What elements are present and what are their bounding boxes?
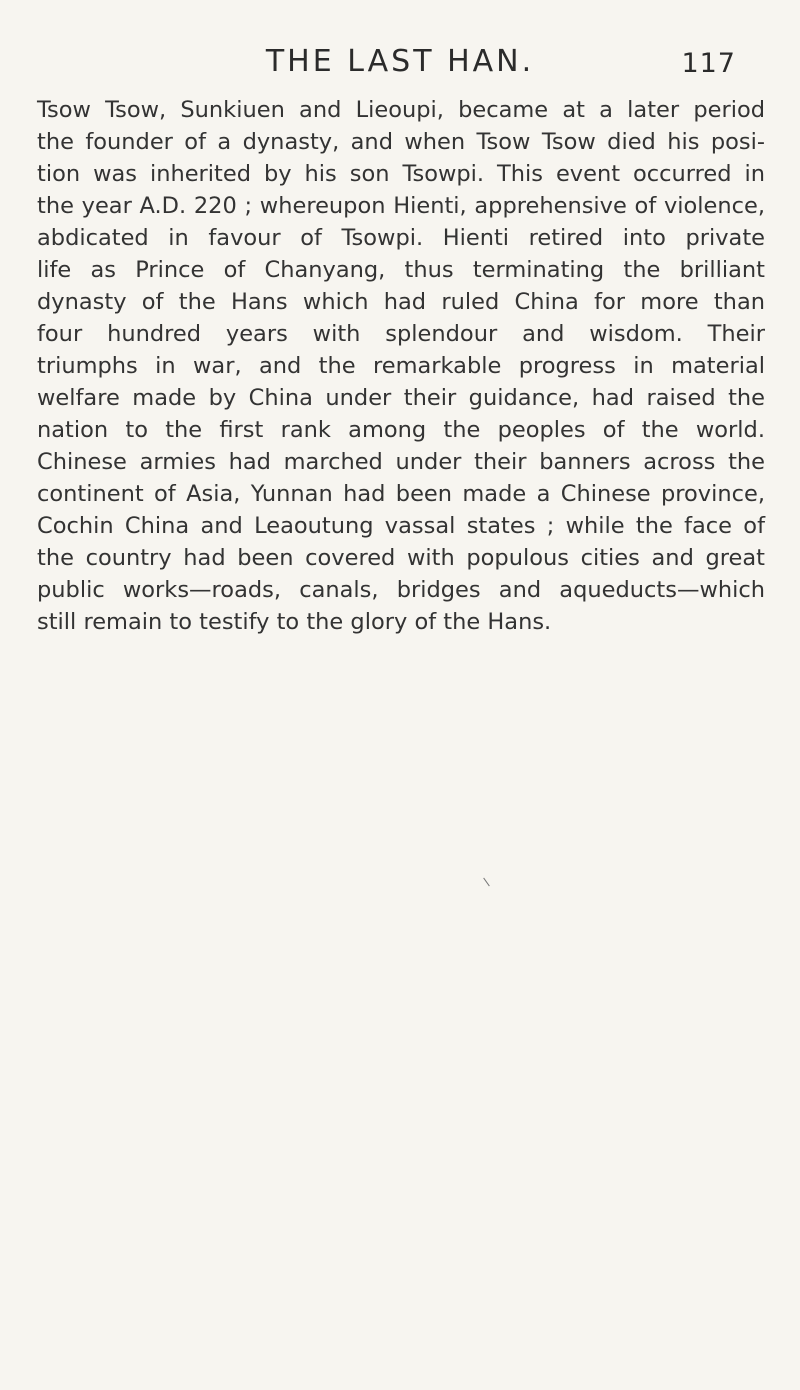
text-line: public works—roads, canals, bridges and aqueducts—which — [37, 577, 765, 603]
text-line: life as Prince of Chanyang, thus terminating the brilliant — [37, 257, 765, 283]
text-line: abdicated in favour of Tsowpi. Hienti retired into private — [37, 225, 765, 251]
body-paragraph — [37, 94, 765, 638]
text-line: welfare made by China under their guidance, had raised the — [37, 385, 765, 411]
running-head — [0, 44, 800, 84]
running-title: THE LAST HAN. — [265, 44, 535, 79]
text-line: dynasty of the Hans which had ruled China for more than — [37, 289, 765, 315]
text-line: nation to the first rank among the peoples of the world. — [37, 417, 765, 443]
text-line: the country had been covered with populous cities and great — [37, 545, 765, 571]
text-line: the founder of a dynasty, and when Tsow Tsow died his posi- — [37, 129, 765, 155]
text-line: Tsow Tsow, Sunkiuen and Lieoupi, became at a later period — [37, 97, 765, 123]
text-line: tion was inherited by his son Tsowpi. This event occurred in — [37, 161, 765, 187]
text-line: Cochin China and Leaoutung vassal states ; while the face of — [37, 513, 765, 539]
text-line: the year A.D. 220 ; whereupon Hienti, apprehensive of violence, — [37, 193, 765, 219]
stray-ink-mark — [483, 878, 490, 887]
text-line: still remain to testify to the glory of the Hans. — [37, 609, 552, 635]
text-line: triumphs in war, and the remarkable progress in material — [37, 353, 765, 379]
page-number: 117 — [681, 48, 736, 79]
text-line: four hundred years with splendour and wisdom. Their — [37, 321, 765, 347]
text-line: Chinese armies had marched under their banners across the — [37, 449, 765, 475]
text-line: continent of Asia, Yunnan had been made a Chinese province, — [37, 481, 765, 507]
